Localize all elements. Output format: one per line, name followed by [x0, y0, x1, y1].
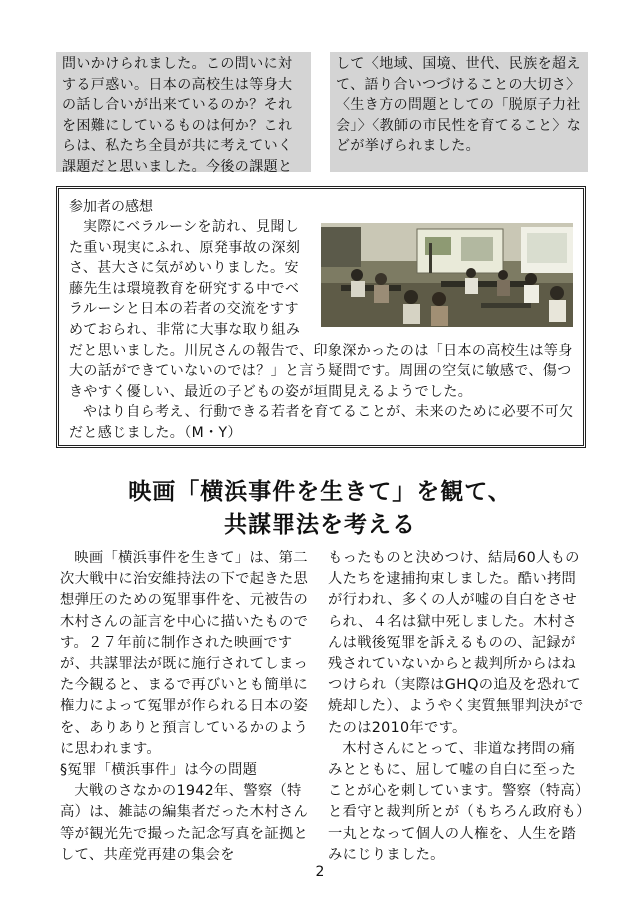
previous-article-text-right: して〈地域、国境、世代、民族を超えて、語り合いつづけることの大切さ〉〈生き方の問題としての「脱原子力社会」〉〈教師の市民性を育てること〉などが挙げられました。 [336, 56, 582, 155]
impressions-paragraph-1: 実際にベラルーシを訪れ、見聞した重い現実にふれ、原発事故の深刻さ、甚大さに気がめいりました。安藤先生は環境教育を研究する中でベラルーシと日本の若者の交流をすすめておられ、非常に大事な取り組みだと思いました。川尻さんの報告で、印象深かったのは「日本の高校生は等身大の話ができていないのでは？」と言う疑問です。周囲の空気に敏感で、傷つきやすく優しい、最近の子どもの姿が垣間見えるようでした。 [69, 219, 573, 400]
article-left-paragraph-1: 映画「横浜事件を生きて」は、第二次大戦中に治安維持法の下で起きた思想弾圧のための冤罪事件を、元被告の木村さんの証言を中心に描いたものです。２７年前に制作された映画ですが、共謀罪法が既に施行されてしまった今観ると、まるで再びいとも簡単に権力によって冤罪が作られる日本の姿を、ありありと預言しているかのように思われます。 [60, 550, 309, 757]
article-section-heading: §冤罪「横浜事件」は今の問題 [60, 762, 258, 779]
article-left-paragraph-2: 大戦のさなかの1942年、警察（特高）は、雑誌の編集者だった木村さん等が観光先で撮った記念写真を証拠として、共産党再建の集会を [60, 783, 309, 863]
article-column-right [328, 548, 584, 866]
article-right-paragraph-1: もったものと決めつけ、結局60人もの人たちを逮捕拘束しました。酷い拷問が行われ、多くの人が嘘の自白をさせられ、４名は獄中死しました。木村さんは戦後冤罪を訴えるものの、記録が残されていないからと裁判所からはねつけられ（実際はGHQの追及を恐れて焼却した）、ようやく実質無罪判決がでたのは2010年です。 [328, 550, 584, 736]
previous-article-box-left [56, 52, 311, 175]
previous-article-box-right [330, 52, 588, 172]
page-number: 2 [315, 864, 325, 880]
participant-impressions-box [56, 186, 586, 448]
article-title-line-1: 映画「横浜事件を生きて」を観て、 [128, 479, 512, 505]
article-column-left [60, 548, 316, 866]
article-title [0, 476, 640, 542]
article-right-paragraph-2: 木村さんにとって、非道な拷問の痛みとともに、屈して嘘の自白に至ったことが心を刺しています。警察（特高）と看守と裁判所とが（もちろん政府も）一丸となって個人の人権を、人生を踏みにじりました。 [328, 740, 584, 863]
article-title-line-2: 共謀罪法を考える [224, 512, 416, 538]
previous-article-text-left: 問いかけられました。この問いに対する戸惑い。日本の高校生は等身大の話し合いが出来ているのか？それを困難にしているものは何か？これらは、私たち全員が共に考えていく課題だと思いました。今後の課題と [62, 56, 293, 175]
impressions-paragraph-2: やはり自ら考え、行動できる若者を育てることが、未来のために必要不可欠だと感じました。（M・Y） [69, 404, 574, 441]
seminar-photo [321, 223, 573, 327]
impressions-title: 参加者の感想 [69, 199, 153, 215]
seminar-photo-image [321, 223, 573, 327]
